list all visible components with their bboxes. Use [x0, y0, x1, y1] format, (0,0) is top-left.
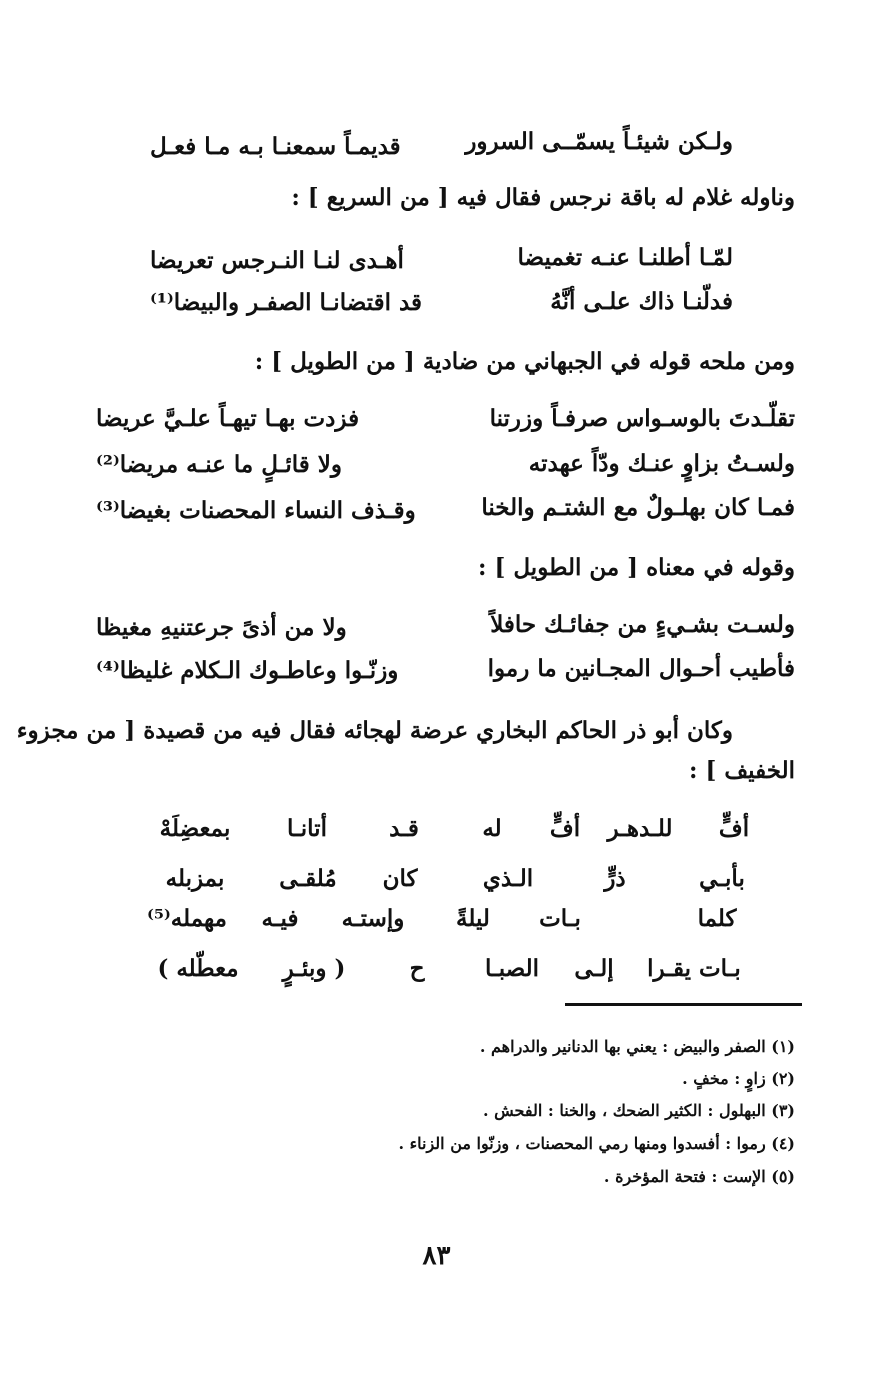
- prose-maanahu: وقوله في معناه [ من الطويل ] :: [477, 554, 795, 581]
- verse-jubhani-1b: فزدت بهـا تيهـاً علـيَّ عريضا: [96, 405, 360, 432]
- khafif-r1-w1: أفٍّ: [718, 815, 750, 842]
- khafif-r3-w6: مهمله⁽⁵⁾: [147, 905, 227, 932]
- verse-jubhani-3a: فمـا كان بهلـولٌ مع الشتـم والخنا: [481, 494, 795, 521]
- footnote-2: (٢) زاوٍ : مخفٍ .: [682, 1069, 795, 1088]
- verse-maanahu-2a: فأطيب أحـوال المجـانين ما رموا: [487, 655, 795, 682]
- khafif-r2-w1: بأبـي: [699, 865, 745, 892]
- verse-jubhani-2a: ولسـتُ بزاوٍ عنـك ودّاً عهدته: [528, 450, 795, 477]
- khafif-r1-w2: للـدهـر: [607, 815, 673, 842]
- khafif-r2-w5: مُلقـى: [279, 865, 337, 892]
- prose-narcissus: وناوله غلام له باقة نرجس فقال فيه [ من السريع ] :: [291, 184, 795, 211]
- khafif-r3-w5: فيـه: [261, 905, 299, 932]
- khafif-r4-w2: إلـى: [574, 955, 614, 982]
- verse-maanahu-2b: وزنّـوا وعاطـوك الـكلام غليظا⁽⁴⁾: [96, 657, 399, 684]
- verse-jubhani-2b: ولا قائـلٍ ما عنـه مريضا⁽²⁾: [96, 451, 343, 478]
- khafif-r2-w3: الـذي: [482, 865, 534, 892]
- khafif-r1-w7: بمعضِلَهْ: [159, 815, 231, 842]
- verse-maanahu-1b: ولا من أذىً جرعتنيهِ مغيظا: [96, 614, 347, 641]
- footnote-4: (٤) رموا : أفسدوا ومنها رمي المحصنات ، وزنّوا من الزناء .: [398, 1134, 795, 1153]
- footnote-5: (٥) الإست : فتحة المؤخرة .: [603, 1167, 795, 1186]
- khafif-r4-w1: بـات يقـرا: [647, 955, 741, 982]
- page-number: ٨٣: [422, 1241, 451, 1271]
- khafif-r2-w4: كان: [382, 865, 418, 892]
- khafif-r2-w2: ذرٍّ: [604, 865, 626, 892]
- khafif-r4-w5: ( وبئـرٍ: [282, 955, 346, 982]
- footnote-1: (١) الصفر والبيض : يعني بها الدنانير والدراهم .: [479, 1037, 795, 1056]
- khafif-r3-w1: كلما: [697, 905, 737, 932]
- khafif-r3-w3: ليلةً: [456, 905, 490, 932]
- verse-narcissus-1b: أهـدى لنـا النـرجس تعريضا: [150, 247, 404, 274]
- khafif-r4-w3: الصبـا: [484, 955, 540, 982]
- khafif-r3-w2: بـات: [539, 905, 581, 932]
- verse-narcissus-2a: فدلّنـا ذاك علـى أنَّهُ: [550, 288, 733, 315]
- footnote-3: (٣) البهلول : الكثير الضحك ، والخنا : الفحش .: [483, 1101, 795, 1120]
- verse-narcissus-1a: لمّـا أطلنـا عنـه تغميضا: [517, 244, 733, 271]
- verse-narcissus-2b: قد اقتضانـا الصفـر والبيضا⁽¹⁾: [150, 289, 423, 316]
- prose-jubhani: ومن ملحه قوله في الجبهاني من ضادية [ من الطويل ] :: [254, 348, 795, 375]
- khafif-r2-w6: بمزبله: [165, 865, 225, 892]
- khafif-r1-w3: أفٍّ: [549, 815, 581, 842]
- khafif-r4-w6: معطّله ): [157, 955, 239, 982]
- prose-bukhari-line1: وكان أبو ذر الحاكم البخاري عرضة لهجائه فقال فيه من قصيدة [ من مجزوء: [16, 717, 733, 744]
- verse-jubhani-1a: تقلّـدتَ بالوسـواس صرفـاً وزرتنا: [489, 405, 795, 432]
- khafif-r4-w4: ح: [409, 955, 425, 982]
- prose-bukhari-line2: الخفيف ] :: [688, 757, 795, 784]
- footnote-separator: [565, 1003, 802, 1006]
- khafif-r1-w4: له: [482, 815, 502, 842]
- khafif-r3-w4: وإستـه: [341, 905, 405, 932]
- verse-maanahu-1a: ولسـت بشـيءٍ من جفائـك حافلاً: [490, 611, 795, 638]
- intro-hemistich-1: ولـكن شيئـاً يسمّــى السرور: [465, 128, 733, 155]
- khafif-r1-w6: أتانـا: [287, 815, 327, 842]
- intro-hemistich-2: قديمـاً سمعنـا بـه مـا فعـل: [150, 133, 401, 160]
- verse-jubhani-3b: وقـذف النساء المحصنات بغيضا⁽³⁾: [96, 497, 416, 524]
- khafif-r1-w5: قـد: [389, 815, 419, 842]
